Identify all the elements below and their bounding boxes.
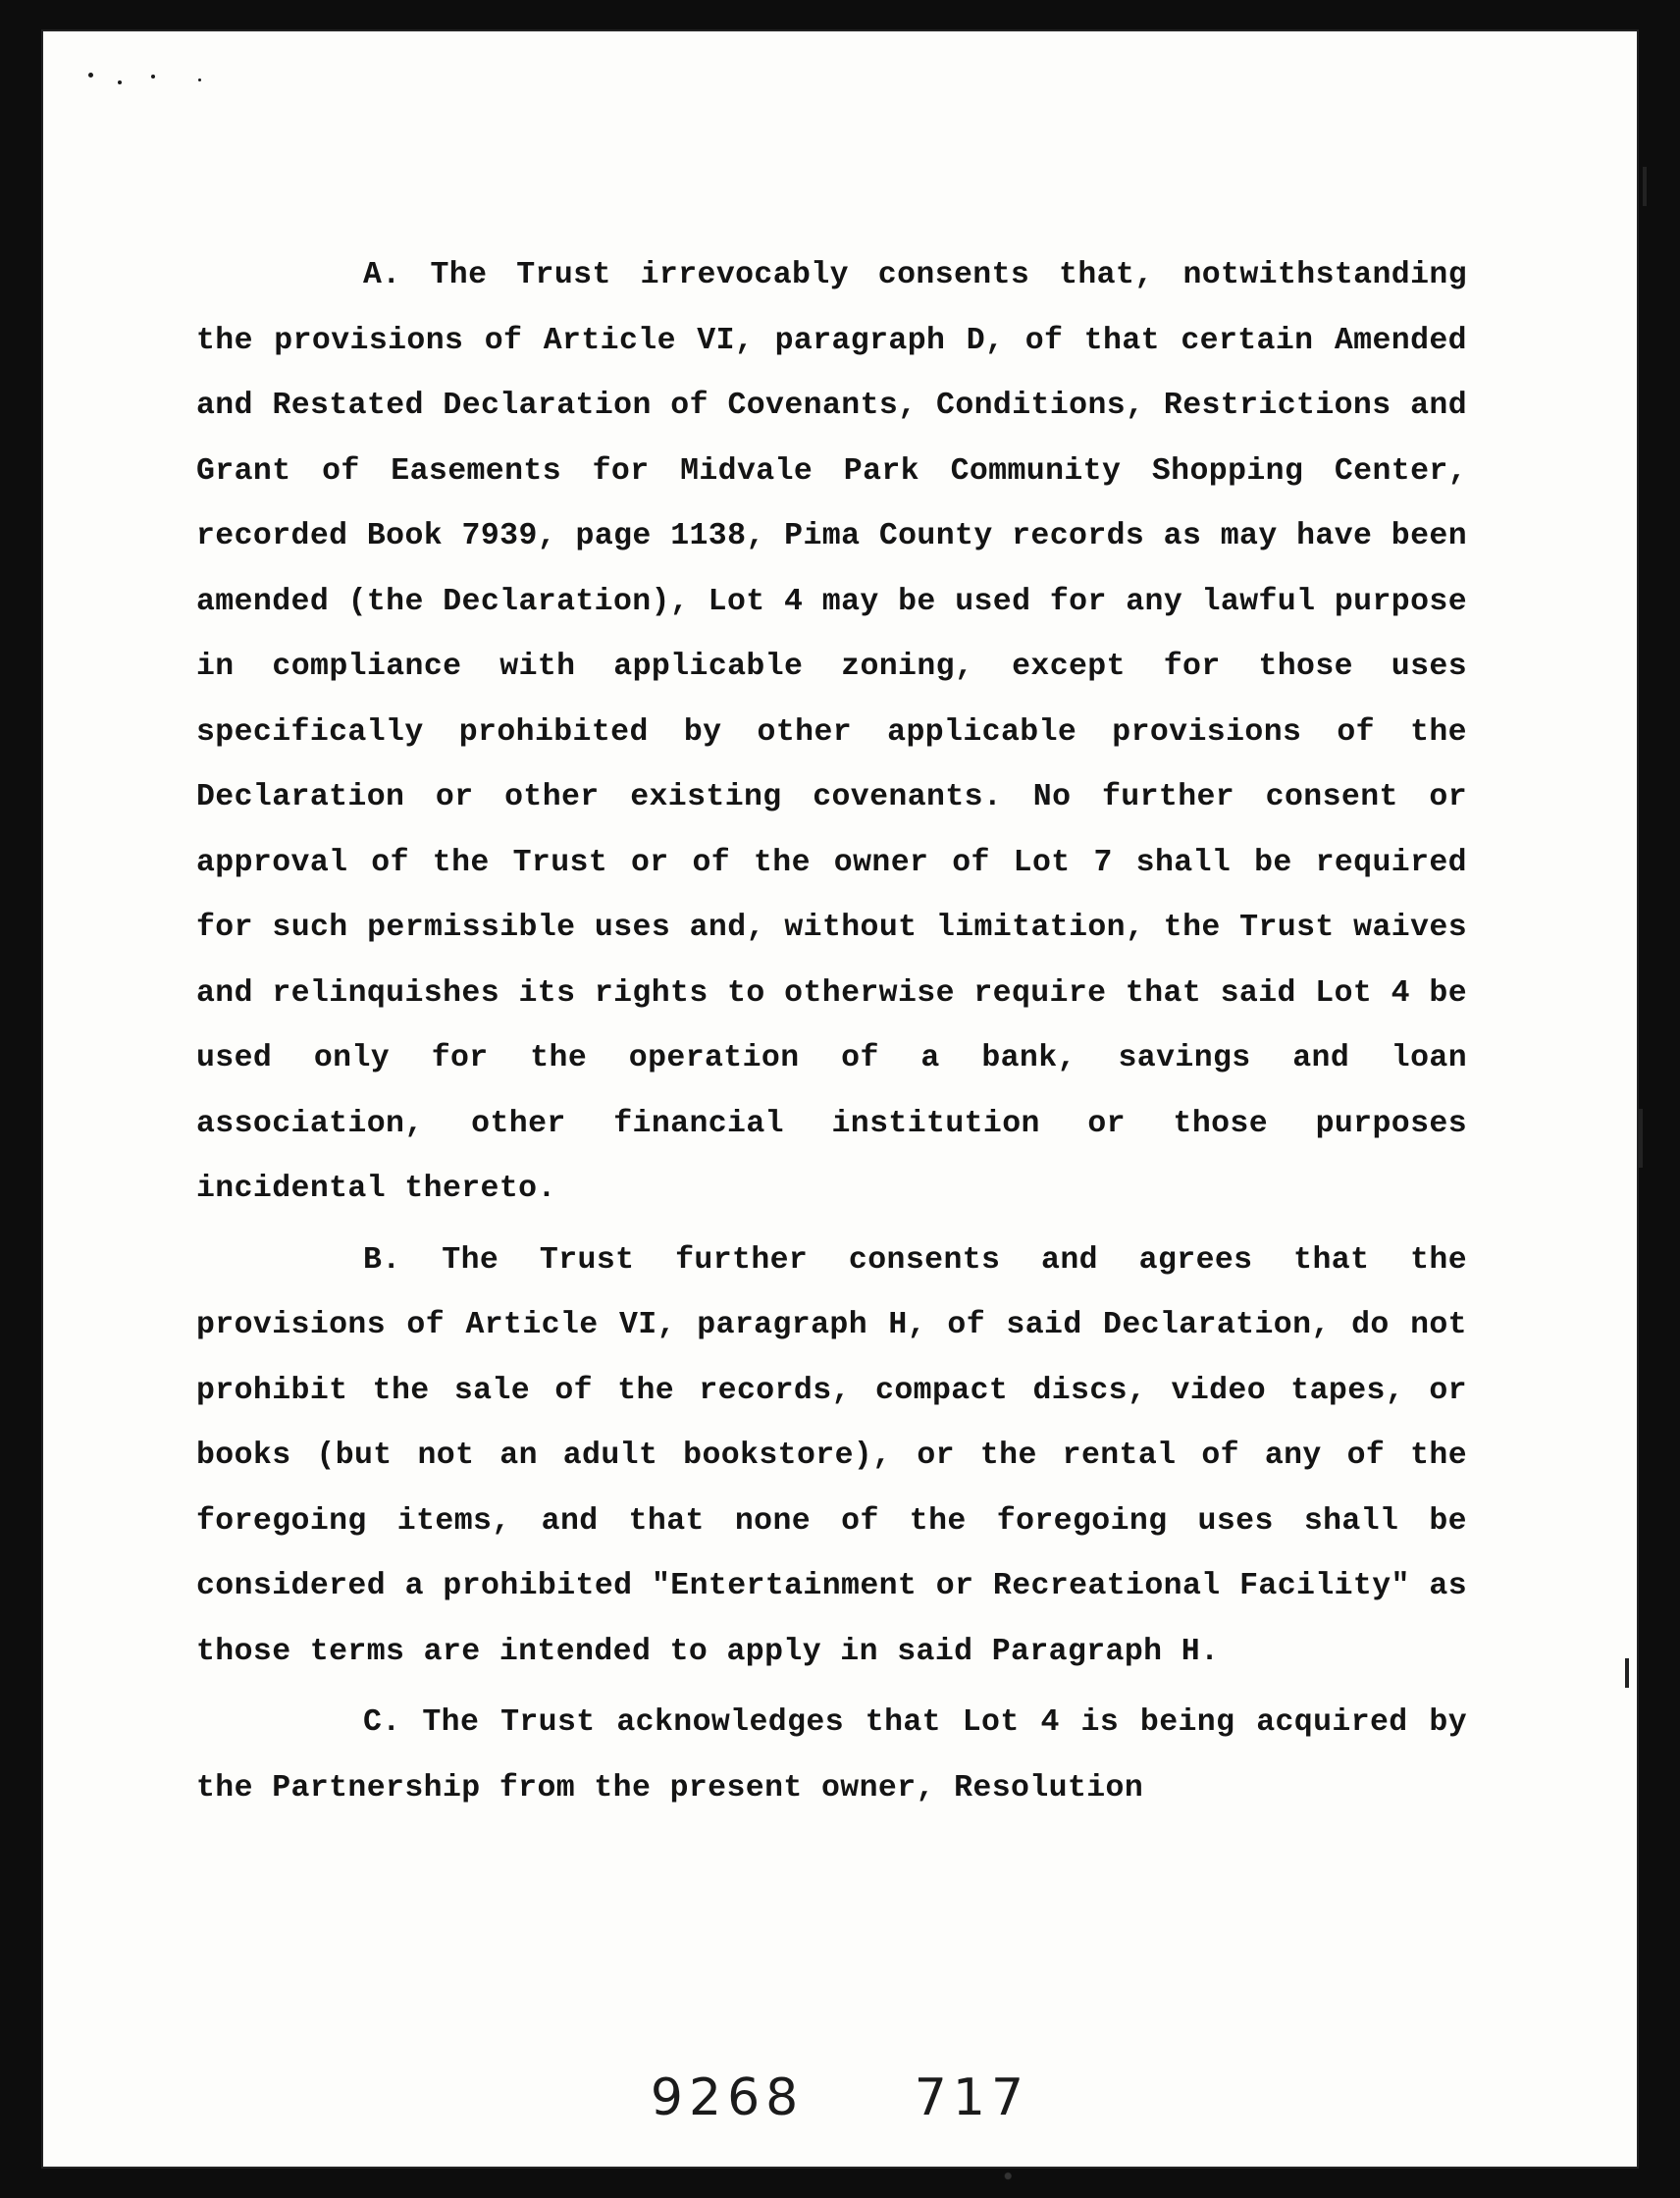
scan-edge-mark xyxy=(1643,167,1647,206)
scan-speck xyxy=(118,80,122,84)
scan-edge-mark xyxy=(1639,1109,1643,1168)
recording-stamp xyxy=(0,2068,1680,2127)
scan-speck xyxy=(151,75,155,78)
scan-speck xyxy=(198,78,201,81)
paragraph-b: B. The Trust further consents and agrees that the provisions of Article VI, paragraph H, of said Declaration, do not prohibit the sale of the records, compact discs, video tapes, or books (but not an adult bookstore), or the rental of any of the foregoing items, and that none of the foregoing uses shall be considered a prohibited "Entertainment or Recreational Facility" as those terms are intended to apply in said Paragraph H. xyxy=(196,1242,1467,1669)
scan-speck xyxy=(88,73,93,78)
recording-page-number: 717 xyxy=(914,2068,1030,2127)
paragraph-c: C. The Trust acknowledges that Lot 4 is being acquired by the Partnership from the present owner, Resolution xyxy=(196,1705,1467,1806)
scan-edge-mark xyxy=(1625,1658,1629,1688)
recording-book-number: 9268 xyxy=(650,2068,805,2127)
document-body xyxy=(196,243,1467,1827)
paragraph-a: A. The Trust irrevocably consents that, notwithstanding the provisions of Article VI, paragraph D, of that certain Amended and Restated Declaration of Covenants, Conditions, Restrictions and Grant of Easements for Midvale Park Community Shopping Center, recorded Book 7939, page 1138, Pima County records as may have been amended (the Declaration), Lot 4 may be used for any lawful purpose in compliance with applicable zoning, except for those uses specifically prohibited by other applicable provisions of the Declaration or other existing covenants. No further consent or approval of the Trust or of the owner of Lot 7 shall be required for such permissible uses and, without limitation, the Trust waives and relinquishes its rights to otherwise require that said Lot 4 be used only for the operation of a bank, savings and loan association, other financial institution or those purposes incidental thereto. xyxy=(196,258,1467,1206)
